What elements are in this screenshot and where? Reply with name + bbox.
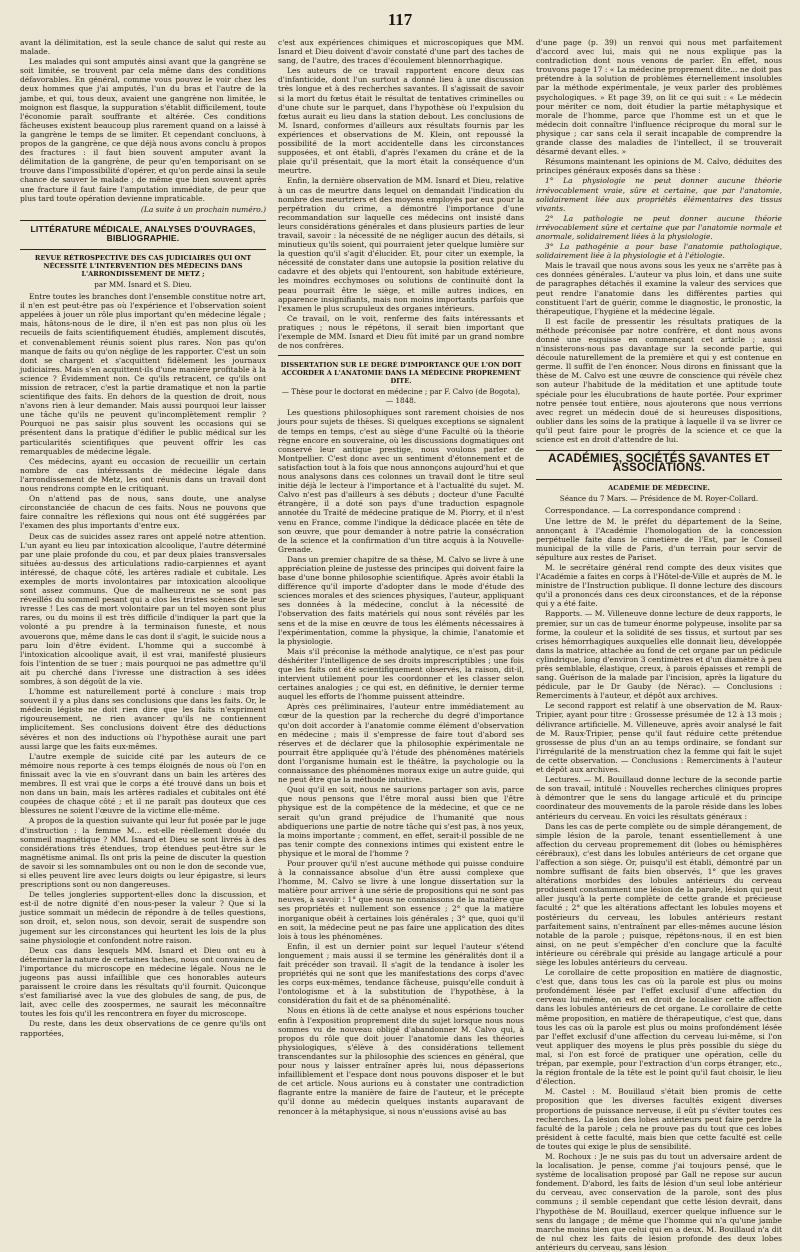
- paragraph: 3° La pathogénie a pour base l'anatomie pathologique, solidairement liée à la physiologie et à l'étiologie.: [536, 242, 782, 261]
- paragraph: On n'attend pas de nous, sans doute, une analyse circonstanciée de chacun de ces faits. Nous ne pouvons que faire connaître les réflexions qui nous ont été suggérées par l'examen des plus importants d'entre eux.: [20, 494, 266, 531]
- section-divider: [536, 479, 782, 480]
- column-2: [278, 38, 524, 1118]
- academy-name: ACADÉMIE DE MÉDECINE.: [608, 484, 710, 493]
- paragraph: Rapports. — M. Villeneuve donne lecture de deux rapports, le premier, sur un cas de tumeur énorme polypeuse, insolite par sa forme, la couleur et la solidité de ses tissus, et surtout par ses crises hémorrhagiques auxquelles elle donnait lieu, développée dans la matrice, attachée au fond de cet organe par un pédicule cylindrique, long d'environ 3 centimètres et d'un diamètre à peu près semblable, élastique, creux, à parois épaisses et rempli de sang. Guérison de la malade par l'incision, après la ligature du pédicule, par le Dr Gauby (de Nérac). — Conclusions : Remerciments à l'auteur, et dépôt aux archives.: [536, 609, 782, 701]
- page-number: 117: [387, 10, 413, 29]
- paragraph: Pour prouver qu'il n'est aucune méthode qui puisse conduire à la connaissance absolue d'un être aussi complexe que l'homme, M. Calvo se livre à une longue dissertation sur la matière pour arriver à une série de propositions qui ne sont pas neuves, à savoir : 1° que nous ne connaissons de la matière que ses propriétés et nullement son essence ; 2° que la matière inorganique obéit à certaines lois générales ; 3° que, quoi qu'il en soit, la médecine peut ne pas faire une application des dites lois à tous les phénomènes.: [278, 858, 524, 941]
- section-divider: [536, 450, 782, 451]
- paragraph: Mais s'il préconise la méthode analytique, ce n'est pas pour déshériter l'intelligence de ses droits imprescriptibles ; une fois que les faits ont été scientifiquement observés, la raison, dit-il, intervient utilement pour les coordonner et les classer selon certaines analogies ; ce qui est, en définitive, le dernier terme auquel les efforts de l'homme puissent atteindre.: [278, 646, 524, 702]
- paragraph: 1° La physiologie ne peut donner aucune théorie irrévocablement vraie, sûre et certaine, que par l'anatomie, solidairement liée aux propriétés élémentaires des tissus vivants.: [536, 176, 782, 213]
- paragraph: Dans un premier chapitre de sa thèse, M. Calvo se livre à une appréciation pleine de justesse des principes qui doivent faire la base d'une bonne philosophie scientifique. Après avoir établi la différence qu'il importe d'adopter dans le mode d'étude des sciences morales et des sciences physiques, l'auteur, appliquant ses données à la médecine, conclut à la nécessité de l'observation des faits matériels qui nous sont révélés par les sens et de la mise en œuvre de tous les éléments nécessaires à l'expérimentation, comme la physique, la chimie, l'anatomie et la physiologie.: [278, 554, 524, 646]
- paragraph: De telles jongleries supportent-elles donc la discussion, et est-il de notre dignité d'en nous-peser la valeur ? Que si la justice sommait un médecin de répondre à de telles questions, son droit, et, selon nous, son devoir, serait de suspendre son jugement sur les circonstances qui heurtent les lois de la plus saine physiologie et confondent notre raison.: [20, 890, 266, 945]
- paragraph: Mais le travail que nous avons sous les yeux ne s'arrête pas à ces données générales. L'auteur va plus loin, et dans une suite de paragraphes détachés il examine la valeur des services que peut rendre l'anatomie dans les différentes parties qui constituent l'art de guérir, comme le diagnostic, le pronostic, la thérapeutique, l'hygiène et la médecine légale.: [536, 261, 782, 316]
- paragraph: avant la délimitation, est la seule chance de salut qui reste au malade.: [20, 38, 266, 57]
- paragraph: L'autre exemple de suicide cité par les auteurs de ce mémoire nous reporte à ces temps éloignés de nous où l'on en finissait avec la vie en s'ouvrant dans un bain les artères des membres. Il est vrai que le corps a été trouvé dans un bois et non dans un bain, mais les artères radiales et cubitales ont été coupées de chaque côté ; et il ne paraît pas douteux que ces blessures ne soient l'œuvre de la victime elle-même.: [20, 751, 266, 816]
- article-byline: — Thèse pour le doctorat en médecine ; par F. Calvo (de Bogota), — 1848.: [281, 387, 521, 406]
- paragraph: Ces médecins, ayant eu occasion de recueillir un certain nombre de cas intéressants de médecine légale dans l'arrondissement de Metz, les ont réunis dans un travail dont nous rendrons compte en le critiquant.: [20, 456, 266, 494]
- session-line: Séance du 7 Mars. — Présidence de M. Royer-Collard.: [559, 494, 759, 504]
- paragraph: Une lettre de M. le préfet du département de la Seine, annonçant à l'Académie l'homologation de la concession perpétuelle faite dans le cimetière de l'Est, par le Conseil municipal de la ville de Paris, d'un terrain pour servir de sépulture aux restes de Pariset.: [536, 516, 782, 562]
- paragraph: Les malades qui sont amputés ainsi avant que la gangrène se soit limitée, se trouvent par cela même dans des conditions défavorables. En général, comme vous pouvez le voir chez les deux hommes que j'ai amputés, l'un du bras et l'autre de la jambe, et qui, tous deux, avaient une gangrène non limitée, le moignon est flasque, la suppuration s'établit difficilement, toute l'économie paraît souffrante et altérée. Ces conditions fâcheuses existent beaucoup plus rarement quand on a laissé à la gangrène le temps de se limiter. Et cependant concluons, à propos de la gangrène, ce que déjà nous avons conclu à propos des fractures : il faut bien souvent amputer avant la délimitation de la gangrène, de peur qu'en temporisant on se trouve dans l'impossibilité d'opérer, et qu'on perde ainsi la seule chance de sauver le malade ; de même que bien souvent après une fracture il faut faire l'amputation immédiate, de peur que plus tard toute opération devienne impraticable.: [20, 57, 266, 203]
- paragraph: Dans les cas de perte complète ou de simple dérangement, de simple lésion de la parole, tenant essentiellement à une affection du cerveau propremement dit (lobes ou hémisphères cérébraux), c'est dans les lobules antérieurs de cet organe que l'affection a son siège. Or, puisqu'il est établi, démontré par un nombre suffisant de faits bien observés, 1° que les graves altérations morbides des lobules antérieurs du cerveau produisent constamment une lésion de la parole, lésion qui peut aller jusqu'à la perte complète de cette grande et précieuse faculté ; 2° que les altérations affectant les lobules moyens et postérieurs du cerveau, les lobules antérieurs restant parfaitement sains, n'entraînent par elles-mêmes aucune lésion notable de la parole ; puisque, répétons-nous, il en est bien ainsi, on ne peut s'empêcher d'en conclure que la faculté intérieure ou cérébrale qui préside au langage articulé a pour siège les lobules antérieurs du cerveau.: [536, 821, 782, 967]
- paragraph: Il est facile de pressentir les résultats pratiques de la méthode préconisée par notre confrère, et dont nous avons donné une esquisse en commençant cet article ; aussi n'insisterons-nous pas davantage sur la seconde partie, qui découle naturellement de la première et qui y est contenue en germe. Il suffit de l'en énoncer. Nous dirons en finissant que la thèse de M. Calvo est une œuvre de conscience qui révèle chez son auteur l'habitude de la méditation et une aptitude toute spéciale pour les élucubrations de haute portée. Pour exprimer notre pensée tout entière, nous ajouterons que nous verrions avec regret un médecin doué de si heureuses dispositions, oublier dans les soins de la pratique à laquelle il va se livrer ce qu'il peut faire pour le progrès de la science et ce que la science est en droit d'attendre de lui.: [536, 316, 782, 445]
- paragraph: M. le secrétaire général rend compte des deux visites que l'Académie a faites en corps à l'Hôtel-de-Ville et auprès de M. le ministre de l'Instruction publique. Il donne lecture des discours qu'il a prononcés dans ces deux circonstances, et de la réponse qui y a été faite.: [536, 562, 782, 609]
- paragraph: Les questions philosophiques sont rarement choisies de nos jours pour sujets de thèses. Si quelques exceptions se signalent de temps en temps, c'est au siège d'une Faculté où la théorie règne encore en souveraine, où les discussions dogmatiques ont conservé leur antique prestige, nous voulons parler de Montpellier. C'est donc avec un sentiment d'étonnement et de satisfaction tout à la fois que nous annonçons aujourd'hui et que nous analysons dans ces colonnes un travail dont le titre seul initie déjà le lecteur à l'importance et à l'actualité du sujet. M. Calvo n'est pas d'ailleurs à ses débuts ; docteur d'une Faculté étrangère, il a doté son pays d'une traduction espagnole annotée du Traité de médecine pratique de M. Piorry, et il n'est venu en France, comme l'indique la dédicace placée en tête de son œuvre, que pour demander à notre patrie la consécration de la science et la confirmation d'un titre acquis à la Nouvelle-Grenade.: [278, 408, 524, 554]
- section-title: LITTÉRATURE MÉDICALE, ANALYSES D'OUVRAGES, BIBLIOGRAPHIE.: [30, 223, 256, 243]
- section-divider: [20, 220, 266, 221]
- paragraph: Les auteurs de ce travail rapportent encore deux cas d'infanticide, dont l'un surtout a donné lieu à une discussion très longue et à des recherches savantes. Il s'agissait de savoir si la mort du fœtus était le résultat de tentatives criminelles ou d'une chute sur le parquet, dans l'hypothèse où l'expulsion du fœtus aurait eu lieu dans la station debout. Les conclusions de M. Isnard, conformes d'ailleurs aux résultats fournis par les expériences et observations de M. Klein, ont repoussé la possibilité de la mort accidentelle dans les circonstances supposées, et ont établi, d'après l'examen du crâne et de la plaie qu'il présentait, que la mort était la conséquence d'un meurtre.: [278, 66, 524, 176]
- paragraph: L'homme est naturellement porté à conclure : mais trop souvent il y a plus dans ses conclusions que dans les faits. Or, le médecin légiste ne doit rien dire que les faits n'expriment rigoureusement, ne rien avancer qu'ils ne contiennent implicitement. Ses conclusions doivent être des déductions sévères et non des inductions où l'hypothèse aurait une part aussi large que les faits eux-mêmes.: [20, 687, 266, 751]
- paragraph: d'une page (p. 39) un renvoi qui nous met parfaitement d'accord avec lui, mais qui ne nous explique pas la contradiction dont nous venons de parler. En effet, nous trouvons page 17 : « La médecine proprement dite... ne doit pas prétendre à la solution de problèmes éternellement insolubles par la méthode expérimentale, je veux parler des problèmes psychologiques. » Et page 39, on lit ce qui suit : « Le médecin pour mériter ce nom, doit étudier la partie métaphysique et morale de l'homme, parce que l'homme est un et que le médecin doit connaître l'influence réciproque du moral sur le physique ; car sans cela il serait incapable de comprendre la grande classe des maladies de l'intellect, il se trouverait désarmé devant elles. »: [536, 38, 782, 157]
- paragraph: Deux cas de suicides assez rares ont appelé notre attention. L'un ayant eu lieu par intoxication alcoolique, l'autre déterminé par une plaie profonde du cou, et par deux plaies transversales situées au-dessus des articulations radio-carpiennes et ayant intéressé, de chaque côté, les artères radiale et cubitale. Les exemples de morts involontaires par intoxication alcoolique sont assez communs. Que de malheureux ne se sont pas réveillés du sommeil pesant qui a clos les tristes scènes de leur ivresse ! Les cas de mort volontaire par un tel moyen sont plus rares, ou du moins il est très difficile d'indiquer la part que la volonté a pu prendre à la terminaison funeste, et nous avouerons que, même dans le cas dont il s'agit, le suicide nous a paru loin d'être évident. L'homme qui a succombé à l'intoxication alcoolique avait, il est vrai, manifesté plusieurs fois l'intention de se tuer ; mais pourquoi ne pas admettre qu'il ait pu cherché dans l'ivresse une distraction à ses idées sombres, à son dégoût de la vie.: [20, 531, 266, 686]
- paragraph: Ce travail, on le voit, renferme des faits intéressants et pratiques ; nous le répétons, il serait bien important que l'exemple de MM. Isnard et Dieu fût imité par un grand nombre de nos confrères.: [278, 313, 524, 351]
- paragraph: Quoi qu'il en soit, nous ne saurions partager son avis, parce que nous pensons que l'être moral aussi bien que l'être physique est de la compétence de la médecine, et que ce ne serait qu'un grand préjudice de l'humanité que nous abdiquerions une partie de notre tâche qui s'est pas, à nos yeux, la moins importante ; comment, en effet, serait-il possible de ne pas tenir compte des connexions intimes qui existent entre le physique et le moral de l'homme ?: [278, 785, 524, 858]
- paragraph: M. Castel : M. Bouillaud s'était bien promis de cette proposition que les diverses facultés exigent diverses proportions de puissance nerveuse, il eût pu s'éviter toutes ces recherches. La lésion des lobes antérieurs peut faire perdre la faculté de la parole ; cela ne prouve pas du tout que ces lobes président à cette faculté, mais bien que cette faculté est celle de toutes qui exige le plus de sensibilité.: [536, 1087, 782, 1151]
- paragraph: Après ces préliminaires, l'auteur entre immédiatement au cœur de la question par la recherche du degré d'importance qu'on doit accorder à l'anatomie comme élément d'observation en médecine ; mais il s'empresse de faire tout d'abord ses réserves et de déclarer que la philosophie expérimentale ne pourrait être appliquée qu'à l'étude des phénomènes matériels dont l'organisme humain est le théâtre, la psychologie ou la connaissance des phénomènes moraux exige un autre guide, qui ne peut être que la méthode intuitive.: [278, 702, 524, 785]
- article-title: DISSERTATION SUR LE DEGRÉ D'IMPORTANCE QUE L'ON DOIT ACCORDER A L'ANATOMIE DANS LA MÉDECINE PROPREMENT DITE.: [280, 361, 522, 386]
- paragraph: Du reste, dans les deux observations de ce genre qu'ils ont rapportées,: [20, 1019, 266, 1038]
- section-divider: [20, 249, 266, 250]
- column-3: [536, 38, 782, 1252]
- column-1: [20, 38, 266, 1118]
- paragraph: c'est aux expériences chimiques et microscopiques que MM. Isnard et Dieu doivent d'avoir constaté d'une part des taches de sang, de l'autre, des traces d'écoulement blennorrhagique.: [278, 38, 524, 66]
- paragraph: M. Rochoux : Je ne suis pas du tout un adversaire ardent de la localisation. Je pense, comme j'ai toujours pensé, que le système de localisation proposé par Gall ne repose sur aucun fondement. D'abord, les faits de lésion d'un seul lobe antérieur du cerveau, avec conservation de la parole, sont des plus communs ; il semble cependant que cette lésion devrait, dans l'hypothèse de M. Bouillaud, exercer quelque influence sur le sens du langage ; de même que l'homme qui n'a qu'une jambe marche moins bien que celui qui en a deux. M. Bouillaud n'a dit de nul chez les faits de lésion profonde des deux lobes antérieurs du cerveau, sans lésion: [536, 1151, 782, 1252]
- paragraph: A propos de la question suivante qui leur fut posée par le juge d'instruction : la femme M... est-elle réellement douée du sommeil magnétique ? MM. Isnard et Dieu se sont livrés à des considérations très étendues, trop étendues peut-être sur le magnétisme animal. Ils ont pris la peine de discuter la question de savoir si les somnambules ont ou non le don de seconde vue, si elles peuvent lire avec leurs doigts ou leur épigastre, si leurs prescriptions sont ou non dangereuses.: [20, 816, 266, 890]
- paragraph: Résumons maintenant les opinions de M. Calvo, déduites des principes généraux exposés dans sa thèse :: [536, 157, 782, 176]
- paragraph: Lectures. — M. Bouillaud donne lecture de la seconde partie de son travail, intitulé : Nouvelles recherches cliniques propres à démontrer que le sens du langage articulé et du principe coordinateur des mouvements de la parole réside dans les lobes antérieurs du cerveau. En voici les résultats généraux :: [536, 775, 782, 821]
- divider: [278, 355, 524, 356]
- paragraph: Enfin, il est un dernier point sur lequel l'auteur s'étend longuement ; mais aussi il se termine les généralités dont il a fait précéder son travail. Il s'agit de la tendance à isoler les propriétés qui ne sont que les manifestations des corps d'avec les corps eux-mêmes, tendance fâcheuse, puisqu'elle conduit à l'ontologisme et à la substitution de l'hypothèse, à la considération du fait et de sa phénoménalité.: [278, 941, 524, 1006]
- paragraph: Correspondance. — La correspondance comprend :: [545, 506, 741, 516]
- paragraph: Entre toutes les branches dont l'ensemble constitue notre art, il n'en est peut-être pas où l'expérience et l'observation soient appelées à jouer un rôle plus important qu'en médecine légale ; mais, hâtons-nous de le dire, il n'en est pas non plus où les recueils de faits scientifiquement étudiés, amplement discutés, et convenablement réunis soient plus rares. Non pas qu'on manque de faits ou qu'on néglige de les rapporter. C'est un soin dont se chargent et s'acquittent fidèlement les journaux judiciaires. Mais s'en acquittent-ils d'une manière profitable à la science ? Évidemment non. Ce qu'ils retracent, ce qu'ils ont mission de retracer, c'est la partie dramatique et non la partie scientifique des faits. En dehors de la question de droit, nous n'avons rien à leur demander. Mais aussi pourquoi leur laisser une tâche qu'ils ne peuvent qu'incomplètement remplir ? Pourquoi ne pas saisir plus souvent les occasions qui se présentent dans la pratique d'édifier le public médical sur les particularités scientifiques que peuvent offrir les cas remarquables de médecine légale.: [20, 292, 266, 456]
- paragraph: Le second rapport est relatif à une observation de M. Raux-Tripier, ayant pour titre : Grossesse présumée de 12 à 13 mois ; délivrance artificielle. M. Villeneuve, après avoir analysé le fait de M. Raux-Tripier, pense qu'il faut réduire cette prétendue grossesse de plus d'un an au temps ordinaire, se fondant sur l'irrégularité de la menstruation chez la femme qui fait le sujet de cette observation. — Conclusions : Remerciments à l'auteur et dépôt aux archives.: [536, 701, 782, 775]
- paragraph: Deux cas dans lesquels MM. Isnard et Dieu ont eu à déterminer la nature de certaines taches, nous ont convaincu de l'importance du microscope en médecine légale. Nous ne le jugeons pas aussi infaillible que ces honorables auteurs paraissent le croire dans les résultats qu'il fournit. Quiconque s'est familiarisé avec la vue des globules de sang, de pus, de lait, avec celle des zoospermes, ne saurait les méconnaître toutes les fois qu'il les rencontrera en foyer du microscope.: [20, 945, 266, 1019]
- article-authors: par MM. Isnard et S. Dieu.: [94, 279, 192, 289]
- paragraph: Le corollaire de cette proposition en matière de diagnostic, c'est que, dans tous les cas où la parole est plus ou moins profondément lésée par l'effet exclusif d'une affection du cerveau lui-même, on est en droit de localiser cette affection dans les lobules antérieurs de cet organe. Le corollaire de cette même proposition, en matière de thérapeutique, c'est que, dans tous les cas où la parole est plus ou moins profondément lésée par l'effet exclusif d'une affection du cerveau lui-même, si l'on veut appliquer des moyens le plus près possible du siège du mal, si l'on est forcé de pratiquer une opération, celle du trépan, par exemple, pour l'extraction d'un corps étranger, etc., la région frontale de la tête est le point qu'il faut choisir, le lieu d'élection.: [536, 968, 782, 1087]
- section-title: ACADÉMIES, SOCIÉTÉS SAVANTES ET ASSOCIATIONS.: [548, 453, 770, 475]
- article-title: REVUE RÉTROSPECTIVE DES CAS JUDICIAIRES QUI ONT NÉCESSITÉ L'INTERVENTION DES MÉDECINS DANS L'ARRONDISSEMENT DE METZ ;: [34, 253, 252, 278]
- paragraph: 2° La pathologie ne peut donner aucune théorie irrévocablement sûre et certaine que par l'anatomie normale et anormale, solidairement liées à la physiologie.: [536, 213, 782, 241]
- paragraph: Enfin, la dernière observation de MM. Isnard et Dieu, relative à un cas de meurtre dans lequel on demandait l'indication du nombre des meurtriers et des moyens employés par eux pour la perpétration du crime, a démontré l'importance d'une recommandation sur laquelle ces médecins ont insisté dans leurs considérations générales et dans plusieurs parties de leur travail, savoir : la nécessité de ne négliger aucun des détails, si minutieux qu'ils soient, qui pourraient jeter quelque lumière sur la question qu'il s'agit d'élucider. Et, pour citer un exemple, la nécessité de constater dans une autopsie la position relative du cadavre et des objets qui l'entourent, son habitude extérieure, les moindres ecchymoses ou solutions de continuité dont la peau pourrait être le siège, et mille autres indices, en apparence insignifiants, mais non moins importants parfois que l'examen le plus scrupuleux des organes intérieurs.: [278, 176, 524, 313]
- continuation-note: (La suite à un prochain numéro.): [140, 204, 266, 214]
- paragraph: Nous en étions là de cette analyse et nous espérions toucher enfin à l'exposition proprement dite du sujet lorsque nous nous sommes vu de nouveau obligé d'abandonner M. Calvo qui, à propos du rôle que doit jouer l'anatomie dans les théories physiologiques, s'élève à des considérations tellement transcendantes sur la philosophie des sciences en général, que pour nous y laisser entraîner après lui, nous dépasserions infailliblement et l'espace dont nous pouvons disposer et le but de cet article. Nous aurions eu à constater une contradiction flagrante entre la manière de faire de l'auteur, et le précepte qu'il donne au médecin quelques instants auparavant de renoncer à la métaphysique, si nous n'eussions avisé au bas: [278, 1006, 524, 1116]
